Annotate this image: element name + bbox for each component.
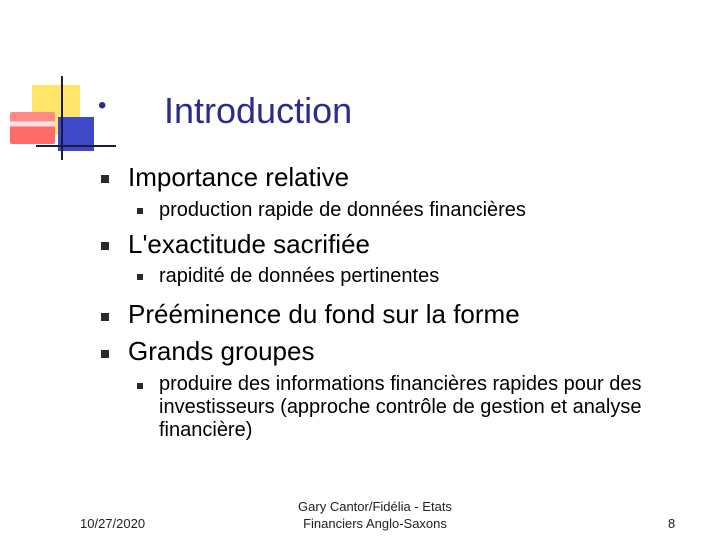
footer-title-line-1: Gary Cantor/Fidélia - Etats — [298, 499, 452, 514]
sub-bullet-item-4-1: produire des informations financières rapides pour des investisseurs (approche contrôle de gestion et analyse financière) — [159, 373, 642, 441]
title-bullet-icon: • — [98, 92, 107, 119]
bullet-square-icon — [101, 242, 109, 250]
bullet-item-4: Grands groupes — [128, 336, 315, 366]
sub-bullet-square-icon — [137, 208, 143, 214]
logo-horizontal-line — [36, 145, 116, 147]
sub-bullet-item-1-1: production rapide de données financières — [159, 199, 526, 221]
sub-bullet-square-icon — [137, 274, 143, 280]
slide-title: Introduction — [164, 90, 353, 131]
bullet-item-3: Prééminence du fond sur la forme — [128, 299, 520, 329]
bullet-square-icon — [101, 175, 109, 183]
bullet-item-1: Importance relative — [128, 162, 350, 192]
logo-vertical-line — [61, 76, 63, 160]
sub-bullet-square-icon — [137, 383, 143, 389]
sub-bullet-item-2-1: rapidité de données pertinentes — [159, 265, 440, 287]
bullet-square-icon — [101, 350, 109, 358]
footer-title — [270, 498, 480, 532]
bullet-item-2: L'exactitude sacrifiée — [128, 229, 370, 259]
page-number: 8 — [668, 516, 676, 531]
footer-title-line-2: Financiers Anglo-Saxons — [303, 516, 447, 531]
footer-date: 10/27/2020 — [80, 516, 146, 531]
logo-red-square — [10, 112, 55, 144]
bullet-square-icon — [101, 313, 109, 321]
